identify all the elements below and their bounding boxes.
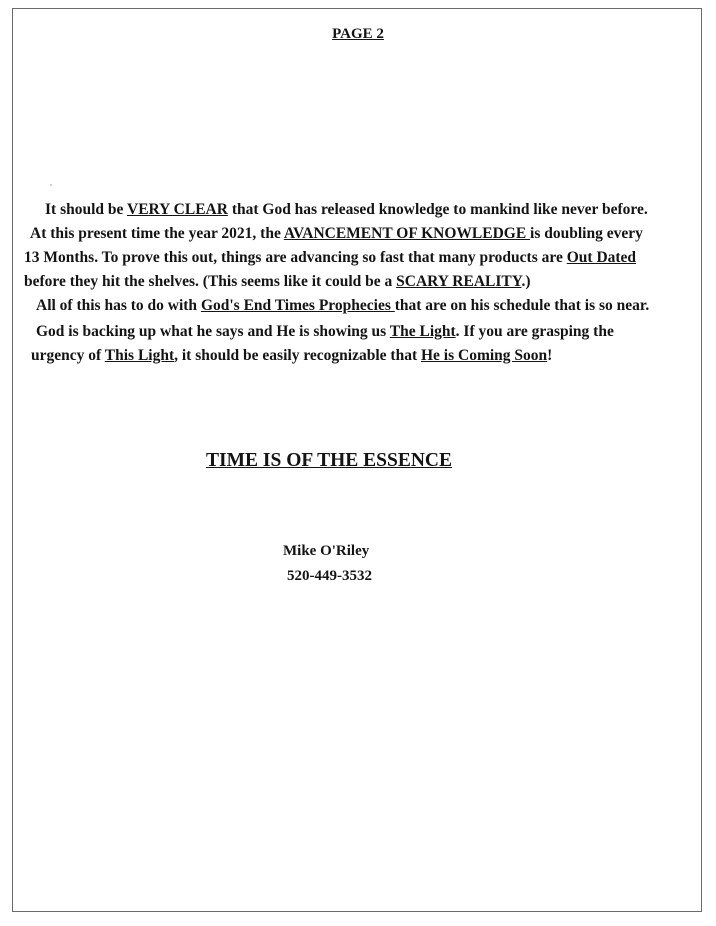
scan-speck	[50, 184, 52, 186]
page-number: PAGE 2	[332, 26, 384, 42]
paragraph-line-3: 13 Months. To prove this out, things are advancing so fast that many products are Out Dated	[24, 249, 637, 266]
paragraph-line-1: It should be VERY CLEAR that God has released knowledge to mankind like never before.	[45, 201, 648, 218]
paragraph-line-4: before they hit the shelves. (This seems like it could be a SCARY REALITY.)	[24, 273, 531, 290]
signature-phone: 520-449-3532	[287, 568, 372, 584]
signature-name: Mike O'Riley	[283, 543, 370, 559]
paragraph-line-5: All of this has to do with God's End Times Prophecies that are on his schedule that is so near.	[36, 297, 650, 314]
paragraph-line-6: God is backing up what he says and He is showing us The Light. If you are grasping the	[36, 323, 614, 340]
headline-time-essence: TIME IS OF THE ESSENCE	[206, 450, 452, 471]
paragraph-line-7: urgency of This Light, it should be easily recognizable that He is Coming Soon!	[31, 347, 553, 364]
paragraph-line-2: At this present time the year 2021, the AVANCEMENT OF KNOWLEDGE is doubling every	[30, 225, 643, 242]
